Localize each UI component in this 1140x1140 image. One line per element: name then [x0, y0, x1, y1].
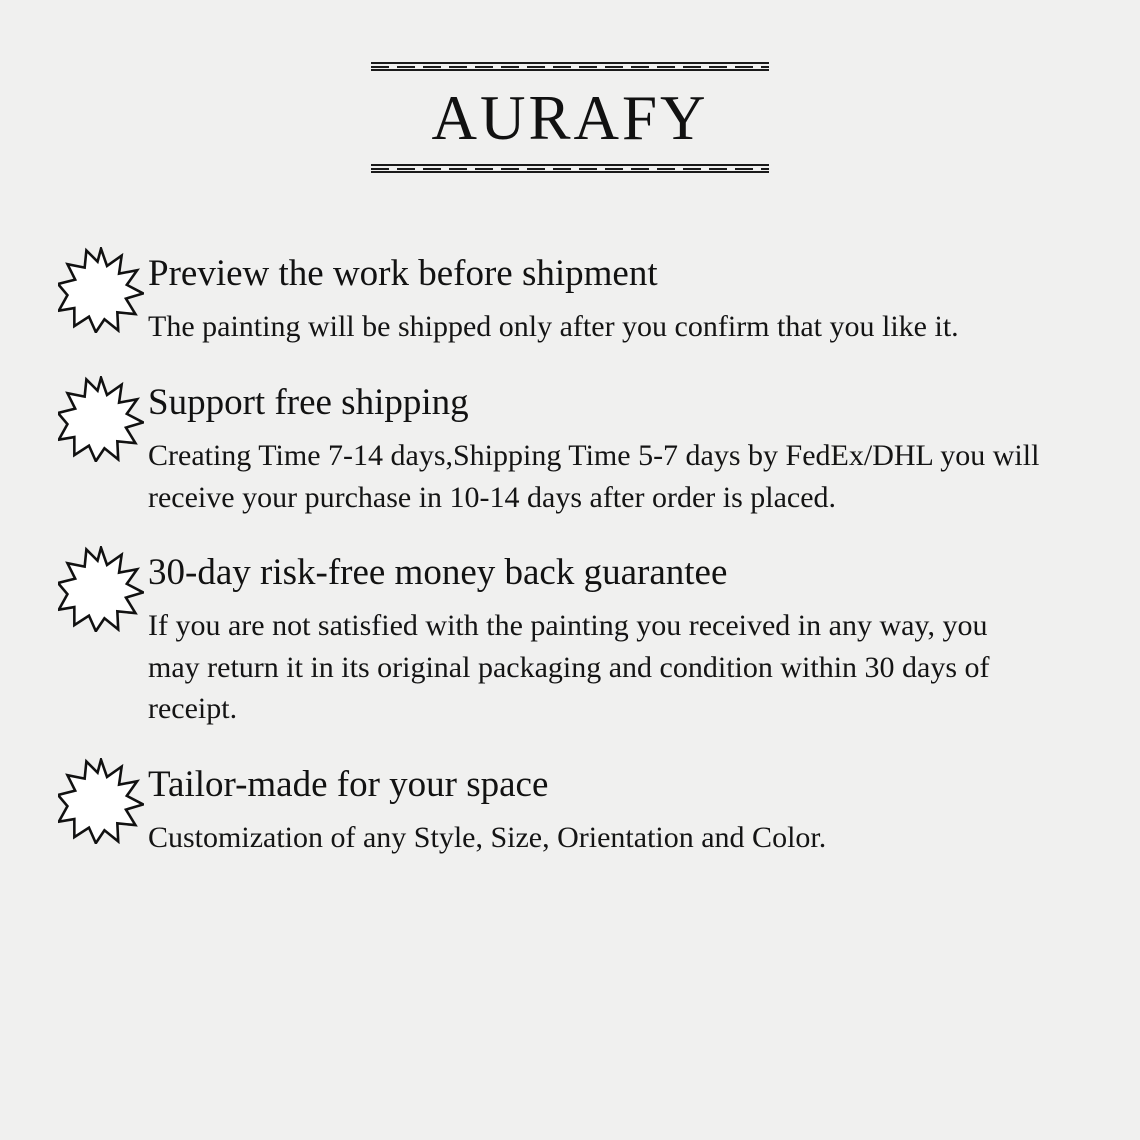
feature-description: Customization of any Style, Size, Orientation and Color.	[148, 821, 827, 855]
feature-description: Creating Time 7-14 days,Shipping Time 5-7 days by FedEx/DHL you will receive your purchase in 10-14 days after order is placed.	[148, 439, 1040, 514]
starburst-icon	[58, 546, 144, 632]
list-item	[58, 374, 1090, 518]
brand-header	[0, 62, 1140, 173]
feature-title: Tailor-made for your space	[148, 763, 549, 805]
list-item	[58, 245, 1090, 348]
feature-description: The painting will be shipped only after you confirm that you like it.	[148, 310, 959, 344]
starburst-icon	[58, 758, 144, 844]
starburst-icon	[58, 376, 144, 462]
feature-list	[58, 245, 1090, 858]
starburst-icon	[58, 247, 144, 333]
list-item	[58, 544, 1090, 730]
feature-description: If you are not satisfied with the painting you received in any way, you may return it in its original packaging and condition within 30 days of receipt.	[148, 609, 990, 726]
brand-divider-top-icon	[371, 62, 769, 71]
feature-title: Preview the work before shipment	[148, 253, 658, 294]
brand-divider-bottom-icon	[371, 164, 769, 173]
feature-title: 30-day risk-free money back guarantee	[148, 552, 728, 594]
list-item	[58, 756, 1090, 859]
brand-name: AURAFY	[431, 83, 709, 153]
feature-title: Support free shipping	[148, 381, 469, 423]
